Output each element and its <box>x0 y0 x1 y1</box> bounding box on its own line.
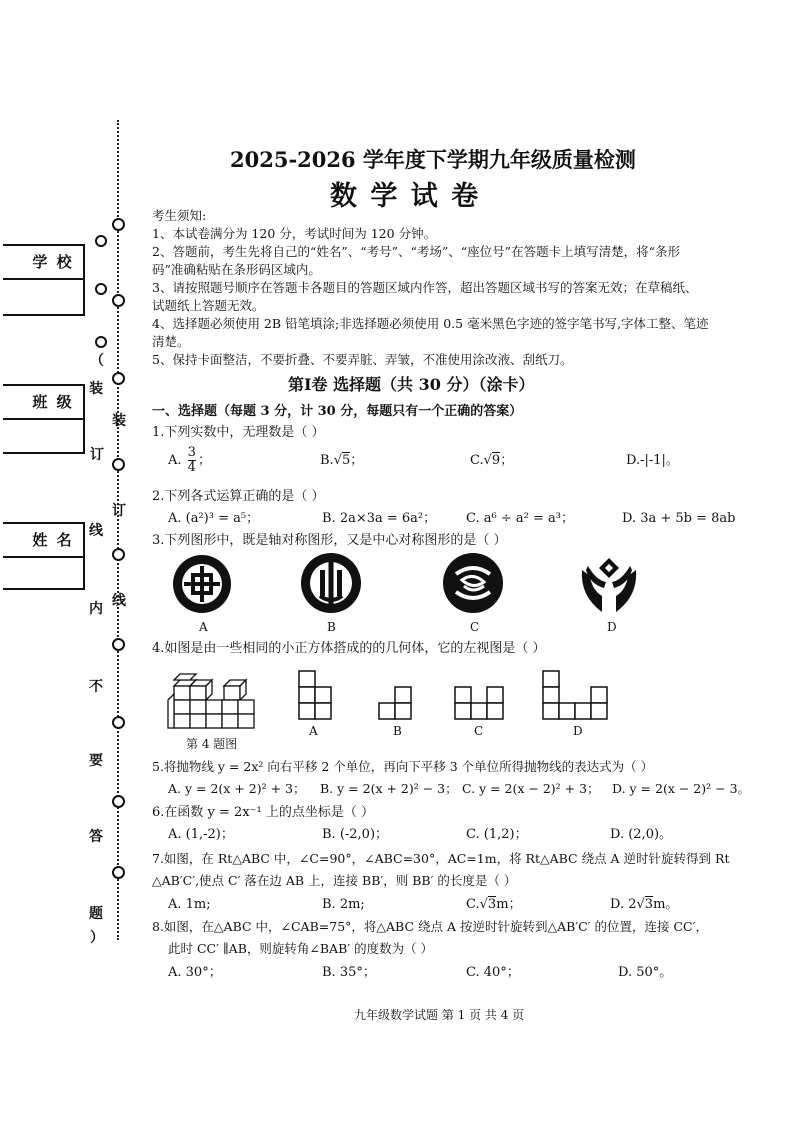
binding-circle <box>112 372 125 385</box>
q4-label-a: A <box>309 724 318 738</box>
binding-circle <box>112 795 125 808</box>
small-circle <box>95 336 107 348</box>
binding-char: 装 <box>112 413 126 429</box>
logo-b-icon <box>300 552 362 614</box>
exam-title: 2025-2026 学年度下学期九年级质量检测 <box>230 147 636 172</box>
q6-option-d: D. (2,0)。 <box>610 827 673 842</box>
q5-stem: 5.将抛物线 y = 2x² 向右平移 2 个单位，再向下平移 3 个单位所得抛物线的表达式为（ ） <box>152 759 654 774</box>
small-circle <box>95 283 107 295</box>
q2-option-b: B. 2a×3a = 6a²； <box>322 511 437 526</box>
binding-char: 线 <box>89 523 103 539</box>
q8-option-c: C. 40°； <box>466 965 520 980</box>
q6-option-a: A. (1,-2)； <box>168 827 234 842</box>
section-heading: 一、选择题（每题 3 分，计 30 分，每题只有一个正确的答案） <box>152 404 523 419</box>
notice-item: 1、本试卷满分为 120 分，考试时间为 120 分钟。 <box>152 226 437 241</box>
small-circle <box>95 235 107 247</box>
class-field-box <box>3 384 85 454</box>
logo-d-icon <box>578 556 640 614</box>
q8-option-a: A. 30°； <box>168 965 222 980</box>
q4-stem: 4.如图是由一些相同的小正方体搭成的的几何体，它的左视图是（ ） <box>152 641 546 656</box>
q3-label-a: A <box>199 620 208 634</box>
q7-option-c: C.√3m； <box>466 897 522 912</box>
q4-view-c <box>454 686 504 722</box>
notice-item: 清楚。 <box>152 334 190 349</box>
q4-view-d <box>542 670 608 722</box>
exam-subtitle: 数 学 试 卷 <box>330 181 481 212</box>
logo-c-icon <box>442 552 504 614</box>
logo-a-icon <box>172 554 232 614</box>
q1-stem: 1.下列实数中，无理数是（ ） <box>152 425 325 440</box>
binding-dotted-line <box>117 120 119 940</box>
binding-char: 内 <box>89 601 103 617</box>
q2-option-d: D. 3a + 5b = 8ab <box>622 511 736 526</box>
binding-char: 订 <box>112 503 126 519</box>
school-field-box <box>3 244 85 316</box>
notice-title: 考生须知: <box>152 208 207 223</box>
binding-circle <box>112 638 125 651</box>
q8-stem-line2: 此时 CC′ ∥AB，则旋转角∠BAB′ 的度数为（ ） <box>168 941 434 956</box>
notice-item: 4、选择题必须使用 2B 铅笔填涂;非选择题必须使用 0.5 毫米黑色字迹的签字笔书写,字体工整、笔迹 <box>152 316 709 331</box>
binding-char: 线 <box>112 593 126 609</box>
notice-item: 5、保持卡面整洁，不要折叠、不要弄脏、弄皱，不准使用涂改液、刮纸刀。 <box>152 352 573 367</box>
binding-char: 要 <box>89 753 103 769</box>
q3-stem: 3.下列图形中，既是轴对称图形，又是中心对称图形的是（ ） <box>152 533 507 548</box>
notice-item: 3、请按照题号顺序在答题卡各题目的答题区域内作答，超出答题区域书写的答案无效；在草稿纸、 <box>152 280 698 295</box>
q4-figure-label: 第 4 题图 <box>186 737 238 751</box>
name-field-box <box>3 522 85 590</box>
q1-option-c: C.√9； <box>470 453 514 468</box>
q7-option-b: B. 2m; <box>322 897 365 912</box>
notice-item: 2、答题前，考生先将自己的“姓名”、“考号”、“考场”、“座位号”在答题卡上填写清楚，将“条形 <box>152 244 680 259</box>
q8-stem-line1: 8.如图，在△ABC 中，∠CAB=75°，将△ABC 绕点 A 按逆时针旋转到△AB′C′ 的位置，连接 CC′， <box>152 919 708 934</box>
binding-circle <box>112 218 125 231</box>
q5-option-a: A. y = 2(x + 2)² + 3； <box>168 781 306 796</box>
cube-solid-figure <box>164 664 256 730</box>
binding-circle <box>112 866 125 879</box>
binding-circle <box>112 458 125 471</box>
q2-option-c: C. a⁶ ÷ a² = a³； <box>466 511 574 526</box>
q1-option-b: B.√5； <box>320 453 364 468</box>
q4-label-c: C <box>474 724 484 738</box>
binding-circle <box>112 548 125 561</box>
q6-stem: 6.在函数 y = 2x⁻¹ 上的点坐标是（ ） <box>152 805 374 820</box>
q4-view-b <box>378 686 412 722</box>
binding-char: 题 <box>89 906 103 922</box>
q5-option-c: C. y = 2(x − 2)² + 3； <box>462 781 600 796</box>
q3-label-b: B <box>327 620 336 634</box>
q7-option-d: D. 2√3m。 <box>610 897 679 912</box>
binding-char: 不 <box>89 679 103 695</box>
q2-stem: 2.下列各式运算正确的是（ ） <box>152 489 325 504</box>
binding-char: （ <box>90 353 104 369</box>
binding-char: ） <box>90 930 104 946</box>
binding-char: 订 <box>90 447 104 463</box>
binding-char: 装 <box>89 381 103 397</box>
q5-option-b: B. y = 2(x + 2)² − 3； <box>320 781 458 796</box>
q3-label-d: D <box>607 620 617 634</box>
notice-item: 试题纸上答题无效。 <box>152 298 265 313</box>
q4-label-d: D <box>573 724 583 738</box>
binding-circle <box>112 716 125 729</box>
q6-option-c: C. (1,2)； <box>466 827 528 842</box>
class-field-label: 班 级 <box>32 393 74 411</box>
part1-title: 第Ⅰ卷 选择题（共 30 分）（涂卡） <box>288 375 535 394</box>
q6-option-b: B. (-2,0)； <box>322 827 389 842</box>
q7-stem-line2: △AB′C′,使点 C′ 落在边 AB 上，连接 BB′，则 BB′ 的长度是（ ） <box>152 873 517 888</box>
q1-option-d: D.-|-1|。 <box>626 453 679 468</box>
page-footer: 九年级数学试题 第 1 页 共 4 页 <box>354 1008 525 1022</box>
q2-option-a: A. (a²)³ = a⁵； <box>168 511 260 526</box>
q4-view-a <box>298 670 332 722</box>
q1-option-a: A. $\frac{3}{4}$ ； <box>168 445 211 475</box>
q8-option-d: D. 50°。 <box>618 965 673 980</box>
q5-option-d: D. y = 2(x − 2)² − 3。 <box>612 781 751 796</box>
name-field-label: 姓 名 <box>32 531 74 549</box>
q8-option-b: B. 35°； <box>322 965 376 980</box>
notice-item: 码”准确粘贴在条形码区域内。 <box>152 262 321 277</box>
binding-circle <box>112 294 125 307</box>
q7-option-a: A. 1m; <box>168 897 211 912</box>
q3-label-c: C <box>470 620 480 634</box>
q4-label-b: B <box>393 724 402 738</box>
binding-char: 答 <box>89 829 103 845</box>
q7-stem-line1: 7.如图，在 Rt△ABC 中，∠C=90°，∠ABC=30°，AC=1m，将 Rt△ABC 绕点 A 逆时针旋转得到 Rt <box>152 851 730 866</box>
school-field-label: 学 校 <box>32 253 74 271</box>
